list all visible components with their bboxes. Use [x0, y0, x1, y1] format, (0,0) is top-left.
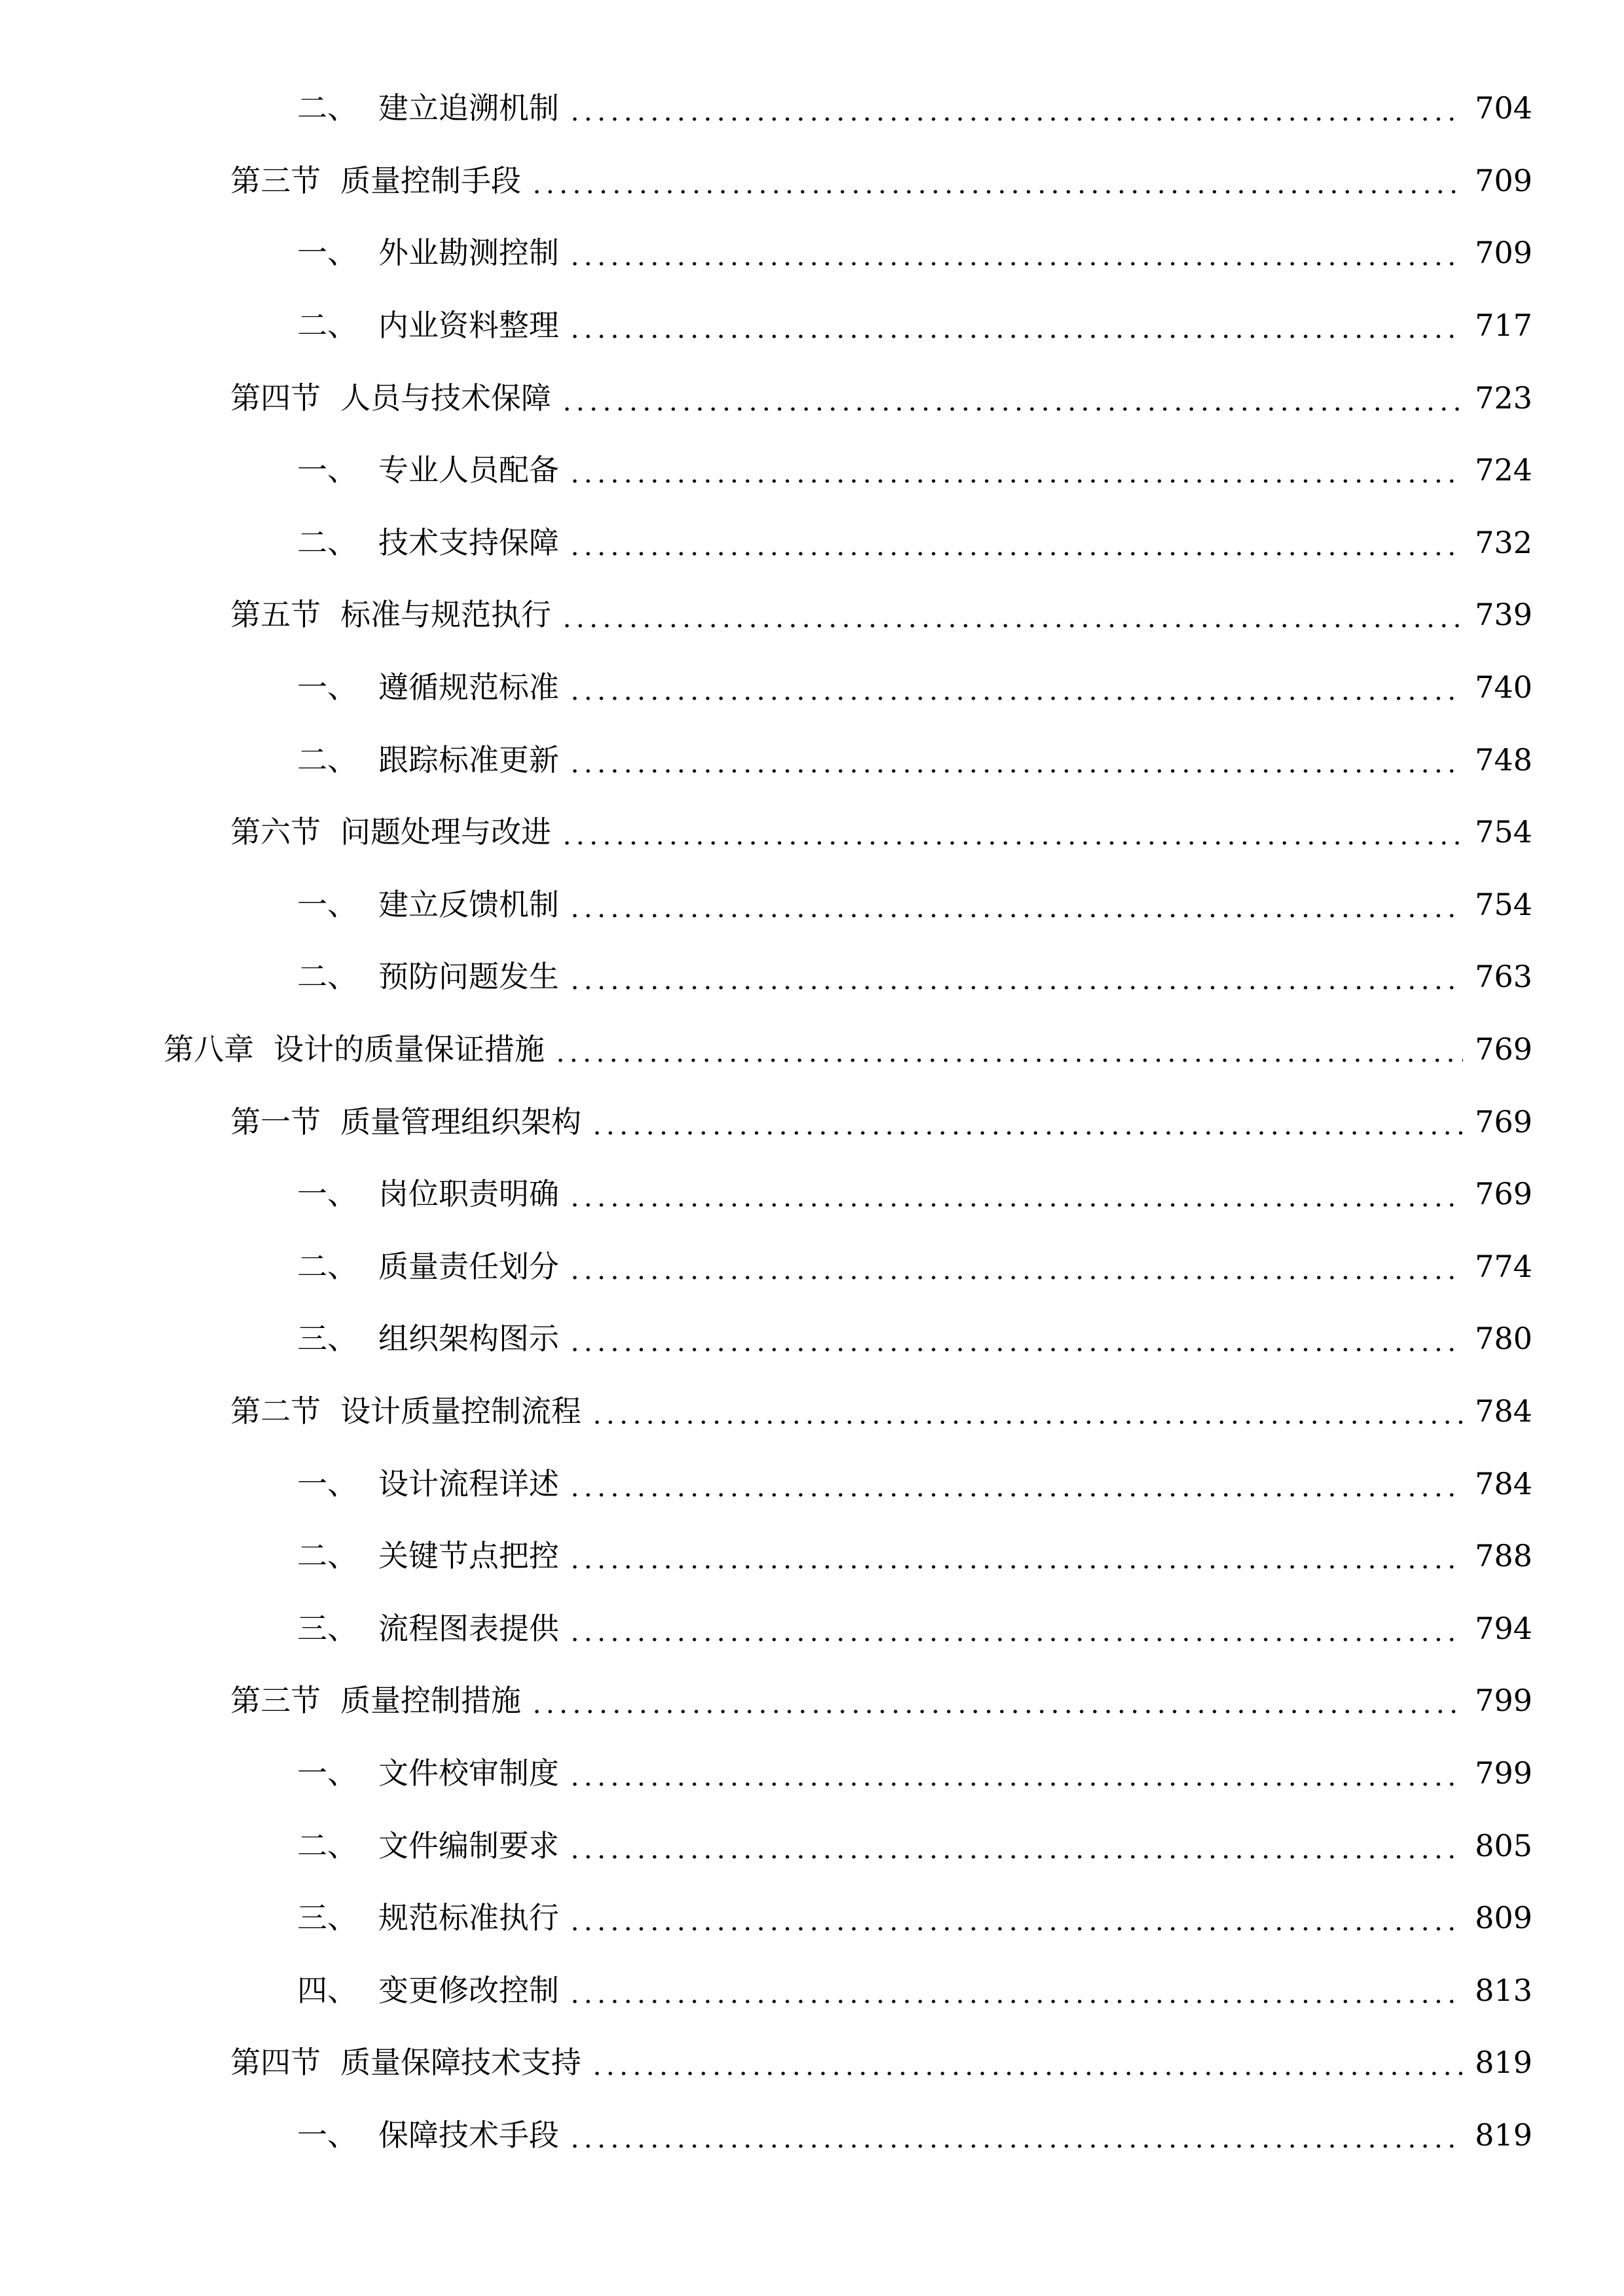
toc-entry-title: 质量控制手段	[340, 162, 521, 198]
toc-entry-page-number: 723	[1475, 380, 1532, 416]
dot-leader	[568, 1831, 1463, 1861]
toc-entry-label	[297, 1900, 559, 1936]
toc-entry[interactable]	[0, 1447, 1624, 1520]
toc-entry[interactable]	[0, 1954, 1624, 2026]
dot-leader	[568, 1323, 1463, 1354]
dot-leader	[568, 1975, 1463, 2005]
toc-entry-page-number: 769	[1475, 1031, 1532, 1067]
dot-leader	[560, 817, 1463, 847]
dot-leader	[568, 889, 1463, 920]
toc-entry-number: 第三节	[230, 1683, 321, 1719]
toc-entry-title: 设计质量控制流程	[340, 1393, 581, 1429]
dot-leader	[568, 961, 1463, 992]
toc-entry-title: 质量责任划分	[378, 1248, 559, 1284]
toc-entry-page-number: 784	[1475, 1465, 1532, 1501]
toc-entry-label	[230, 1683, 521, 1719]
toc-entry-number: 二、	[297, 524, 357, 560]
toc-entry-label	[230, 814, 551, 850]
toc-entry-label	[297, 452, 559, 488]
toc-entry-number: 三、	[297, 1610, 357, 1646]
toc-entry-label	[297, 1755, 559, 1791]
toc-entry[interactable]	[0, 361, 1624, 434]
toc-entry-number: 第二节	[230, 1393, 321, 1429]
toc-entry[interactable]	[0, 941, 1624, 1013]
toc-entry-label	[297, 1248, 559, 1284]
toc-entry-page-number: 763	[1475, 959, 1532, 995]
toc-entry-title: 关键节点把控	[378, 1538, 559, 1574]
toc-entry-title: 外业勘测控制	[378, 235, 559, 271]
dot-leader	[568, 1903, 1463, 1933]
toc-entry[interactable]	[0, 1013, 1624, 1086]
toc-entry-label	[230, 1103, 581, 1139]
toc-entry-number: 三、	[297, 1900, 357, 1936]
toc-entry-page-number: 819	[1475, 2117, 1532, 2153]
toc-entry-page-number: 805	[1475, 1827, 1532, 1863]
toc-entry-page-number: 754	[1475, 886, 1532, 922]
toc-entry[interactable]	[0, 1302, 1624, 1375]
toc-entry-title: 流程图表提供	[378, 1610, 559, 1646]
toc-entry-label	[297, 2117, 559, 2153]
dot-leader	[568, 455, 1463, 485]
toc-entry-label	[230, 597, 551, 633]
dot-leader	[530, 166, 1463, 196]
toc-entry-label	[297, 742, 559, 778]
toc-entry-title: 质量控制措施	[340, 1683, 521, 1719]
toc-entry-label	[297, 1176, 559, 1212]
toc-entry-label	[297, 959, 559, 995]
toc-entry-number: 二、	[297, 90, 357, 126]
toc-entry-label	[230, 162, 521, 198]
toc-entry-title: 遵循规范标准	[378, 670, 559, 706]
toc-entry-title: 标准与规范执行	[340, 597, 551, 633]
toc-entry-number: 一、	[297, 1176, 357, 1212]
toc-entry-title: 建立反馈机制	[378, 886, 559, 922]
toc-entry-number: 第五节	[230, 597, 321, 633]
toc-entry[interactable]	[0, 217, 1624, 289]
toc-entry-page-number: 704	[1475, 90, 1532, 126]
dot-leader	[568, 1758, 1463, 1788]
toc-entry-number: 三、	[297, 1321, 357, 1357]
toc-entry-number: 二、	[297, 959, 357, 995]
dot-leader	[560, 600, 1463, 630]
toc-entry-page-number: 813	[1475, 1972, 1532, 2008]
toc-entry[interactable]	[0, 796, 1624, 869]
toc-entry-title: 保障技术手段	[378, 2117, 559, 2153]
toc-entry-title: 设计的质量保证措施	[274, 1031, 545, 1067]
toc-entry-label	[297, 1827, 559, 1863]
dot-leader	[568, 528, 1463, 558]
toc-entry-number: 第一节	[230, 1103, 321, 1139]
dot-leader	[568, 2120, 1463, 2150]
toc-entry-page-number: 769	[1475, 1176, 1532, 1212]
toc-entry-page-number: 799	[1475, 1683, 1532, 1719]
toc-entry-label	[297, 670, 559, 706]
toc-entry-title: 变更修改控制	[378, 1972, 559, 2008]
toc-entry-page-number: 732	[1475, 524, 1532, 560]
dot-leader	[568, 1251, 1463, 1282]
toc-entry-title: 技术支持保障	[378, 524, 559, 560]
toc-entry-number: 一、	[297, 886, 357, 922]
dot-leader	[568, 1613, 1463, 1643]
dot-leader	[568, 93, 1463, 123]
toc-entry-page-number: 799	[1475, 1755, 1532, 1791]
toc-entry[interactable]	[0, 1230, 1624, 1303]
toc-entry-label	[230, 380, 551, 416]
toc-entry-label	[297, 1538, 559, 1574]
toc-entry-label	[230, 2045, 581, 2081]
toc-entry-title: 专业人员配备	[378, 452, 559, 488]
toc-entry-title: 建立追溯机制	[378, 90, 559, 126]
toc-entry-label	[297, 1465, 559, 1501]
toc-entry-title: 设计流程详述	[378, 1465, 559, 1501]
dot-leader	[554, 1034, 1463, 1064]
toc-entry[interactable]	[0, 1158, 1624, 1230]
toc-entry-page-number: 724	[1475, 452, 1532, 488]
table-of-contents	[0, 72, 1624, 2171]
toc-entry-page-number: 769	[1475, 1103, 1532, 1139]
toc-entry-page-number: 739	[1475, 597, 1532, 633]
toc-entry-number: 四、	[297, 1972, 357, 2008]
toc-entry[interactable]	[0, 1882, 1624, 1954]
toc-entry[interactable]	[0, 1592, 1624, 1664]
toc-entry-number: 第三节	[230, 162, 321, 198]
toc-entry[interactable]	[0, 289, 1624, 362]
toc-entry-page-number: 740	[1475, 670, 1532, 706]
toc-entry-page-number: 788	[1475, 1538, 1532, 1574]
dot-leader	[568, 745, 1463, 775]
toc-entry[interactable]	[0, 1664, 1624, 1737]
toc-entry-title: 组织架构图示	[378, 1321, 559, 1357]
toc-entry-number: 第四节	[230, 2045, 321, 2081]
toc-entry[interactable]	[0, 1809, 1624, 1882]
toc-entry-page-number: 748	[1475, 742, 1532, 778]
toc-entry[interactable]	[0, 2026, 1624, 2099]
toc-entry-title: 问题处理与改进	[340, 814, 551, 850]
toc-entry[interactable]	[0, 1375, 1624, 1448]
toc-entry-number: 一、	[297, 1465, 357, 1501]
toc-entry-title: 人员与技术保障	[340, 380, 551, 416]
toc-entry-page-number: 819	[1475, 2045, 1532, 2081]
toc-entry[interactable]	[0, 434, 1624, 507]
toc-entry-label	[164, 1031, 545, 1067]
toc-entry-label	[297, 235, 559, 271]
toc-entry-number: 一、	[297, 452, 357, 488]
toc-entry-title: 预防问题发生	[378, 959, 559, 995]
toc-entry[interactable]	[0, 2099, 1624, 2172]
toc-entry-title: 文件编制要求	[378, 1827, 559, 1863]
toc-entry[interactable]	[0, 651, 1624, 724]
toc-entry[interactable]	[0, 72, 1624, 145]
toc-entry[interactable]	[0, 1085, 1624, 1158]
toc-entry[interactable]	[0, 507, 1624, 579]
toc-entry-number: 二、	[297, 1538, 357, 1574]
dot-leader	[590, 2047, 1463, 2077]
toc-entry-number: 一、	[297, 235, 357, 271]
toc-entry-label	[297, 1972, 559, 2008]
toc-entry-page-number: 709	[1475, 235, 1532, 271]
toc-entry-title: 质量管理组织架构	[340, 1103, 581, 1139]
toc-entry-number: 第八章	[164, 1031, 254, 1067]
toc-entry-number: 二、	[297, 1248, 357, 1284]
dot-leader	[568, 1469, 1463, 1499]
toc-entry-label	[297, 524, 559, 560]
toc-entry-title: 内业资料整理	[378, 308, 559, 344]
dot-leader	[568, 1541, 1463, 1571]
toc-entry-page-number: 774	[1475, 1248, 1532, 1284]
toc-entry-page-number: 794	[1475, 1610, 1532, 1646]
dot-leader	[590, 1107, 1463, 1137]
toc-entry-number: 一、	[297, 1755, 357, 1791]
toc-entry-page-number: 809	[1475, 1900, 1532, 1936]
toc-entry[interactable]	[0, 145, 1624, 217]
dot-leader	[568, 238, 1463, 268]
toc-entry-number: 第六节	[230, 814, 321, 850]
toc-entry-number: 二、	[297, 1827, 357, 1863]
toc-entry-number: 二、	[297, 308, 357, 344]
toc-entry-label	[297, 1321, 559, 1357]
toc-entry-number: 第四节	[230, 380, 321, 416]
dot-leader	[568, 1179, 1463, 1209]
dot-leader	[568, 310, 1463, 340]
toc-entry-title: 规范标准执行	[378, 1900, 559, 1936]
toc-entry-page-number: 709	[1475, 162, 1532, 198]
toc-entry-title: 跟踪标准更新	[378, 742, 559, 778]
toc-entry-number: 一、	[297, 670, 357, 706]
toc-entry-title: 文件校审制度	[378, 1755, 559, 1791]
toc-entry-title: 岗位职责明确	[378, 1176, 559, 1212]
toc-entry-label	[297, 886, 559, 922]
toc-entry[interactable]	[0, 723, 1624, 796]
dot-leader	[590, 1396, 1463, 1426]
dot-leader	[530, 1685, 1463, 1715]
toc-entry[interactable]	[0, 869, 1624, 941]
toc-entry[interactable]	[0, 1737, 1624, 1810]
toc-entry-label	[230, 1393, 581, 1429]
toc-entry-page-number: 784	[1475, 1393, 1532, 1429]
toc-entry-label	[297, 1610, 559, 1646]
toc-entry-title: 质量保障技术支持	[340, 2045, 581, 2081]
toc-entry-page-number: 780	[1475, 1321, 1532, 1357]
toc-entry-number: 一、	[297, 2117, 357, 2153]
toc-entry-label	[297, 90, 559, 126]
dot-leader	[560, 383, 1463, 413]
toc-entry-page-number: 754	[1475, 814, 1532, 850]
toc-entry-number: 二、	[297, 742, 357, 778]
toc-entry-page-number: 717	[1475, 308, 1532, 344]
dot-leader	[568, 672, 1463, 702]
toc-entry[interactable]	[0, 1520, 1624, 1592]
toc-entry[interactable]	[0, 579, 1624, 651]
toc-entry-label	[297, 308, 559, 344]
